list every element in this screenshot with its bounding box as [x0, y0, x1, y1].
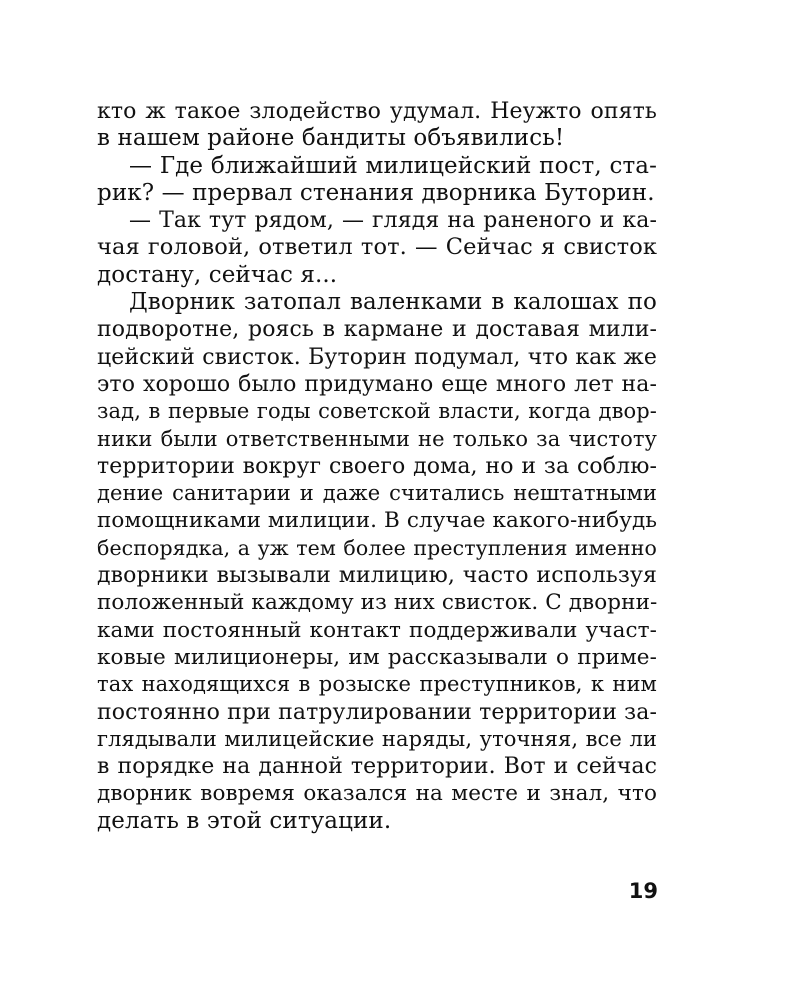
text-line: ковые милиционеры, им рассказывали о приме-: [97, 644, 657, 670]
text-line: дворники вызывали милицию, часто используя: [97, 563, 657, 589]
text-line: ками постоянный контакт поддерживали участ-: [97, 617, 657, 643]
text-line: в нашем районе бандиты объявились!: [97, 125, 565, 152]
text-line: зад, в первые годы советской власти, когда двор-: [97, 399, 657, 424]
text-line: это хорошо было придумано еще много лет на-: [97, 371, 657, 397]
text-line: — Так тут рядом, — глядя на раненого и ка-: [129, 208, 657, 234]
text-line: беспорядка, а уж тем более преступления именно: [97, 535, 657, 560]
text-line: территории вокруг своего дома, но и за соблю-: [97, 453, 657, 479]
text-line: рик? — прервал стенания дворника Буторин.: [97, 179, 655, 206]
text-line: ники были ответственными не только за чистоту: [97, 426, 657, 451]
text-line: постоянно при патрулировании территории за-: [97, 699, 657, 725]
text-line: помощниками милиции. В случае какого-нибудь: [97, 508, 658, 534]
text-line: в порядке на данной территории. Вот и сейчас: [97, 754, 657, 780]
text-line: Дворник затопал валенками в калошах по: [129, 289, 657, 316]
page-number: 19: [628, 879, 658, 903]
text-line: цейский свисток. Буторин подумал, что как же: [97, 344, 657, 370]
text-line: чая головой, ответил тот. — Сейчас я свисток: [97, 234, 657, 261]
text-line: кто ж такое злодейство удумал. Неужто опять: [97, 99, 657, 124]
text-line: достану, сейчас я...: [97, 261, 338, 288]
text-line: — Где ближайший милицейский пост, ста-: [129, 152, 657, 179]
text-line: положенный каждому из них свисток. С дворни-: [97, 590, 658, 616]
body-text: [97, 98, 657, 835]
text-line: делать в этой ситуации.: [97, 807, 392, 834]
text-line: тах находящихся в розыске преступников, к ним: [97, 672, 657, 697]
text-line: дворник вовремя оказался на месте и знал, что: [97, 781, 657, 807]
text-line: дение санитарии и даже считались нештатными: [97, 481, 657, 506]
text-line: глядывали милицейские наряды, уточняя, все ли: [97, 726, 657, 751]
text-line: подворотне, роясь в кармане и доставая мили-: [97, 317, 657, 343]
